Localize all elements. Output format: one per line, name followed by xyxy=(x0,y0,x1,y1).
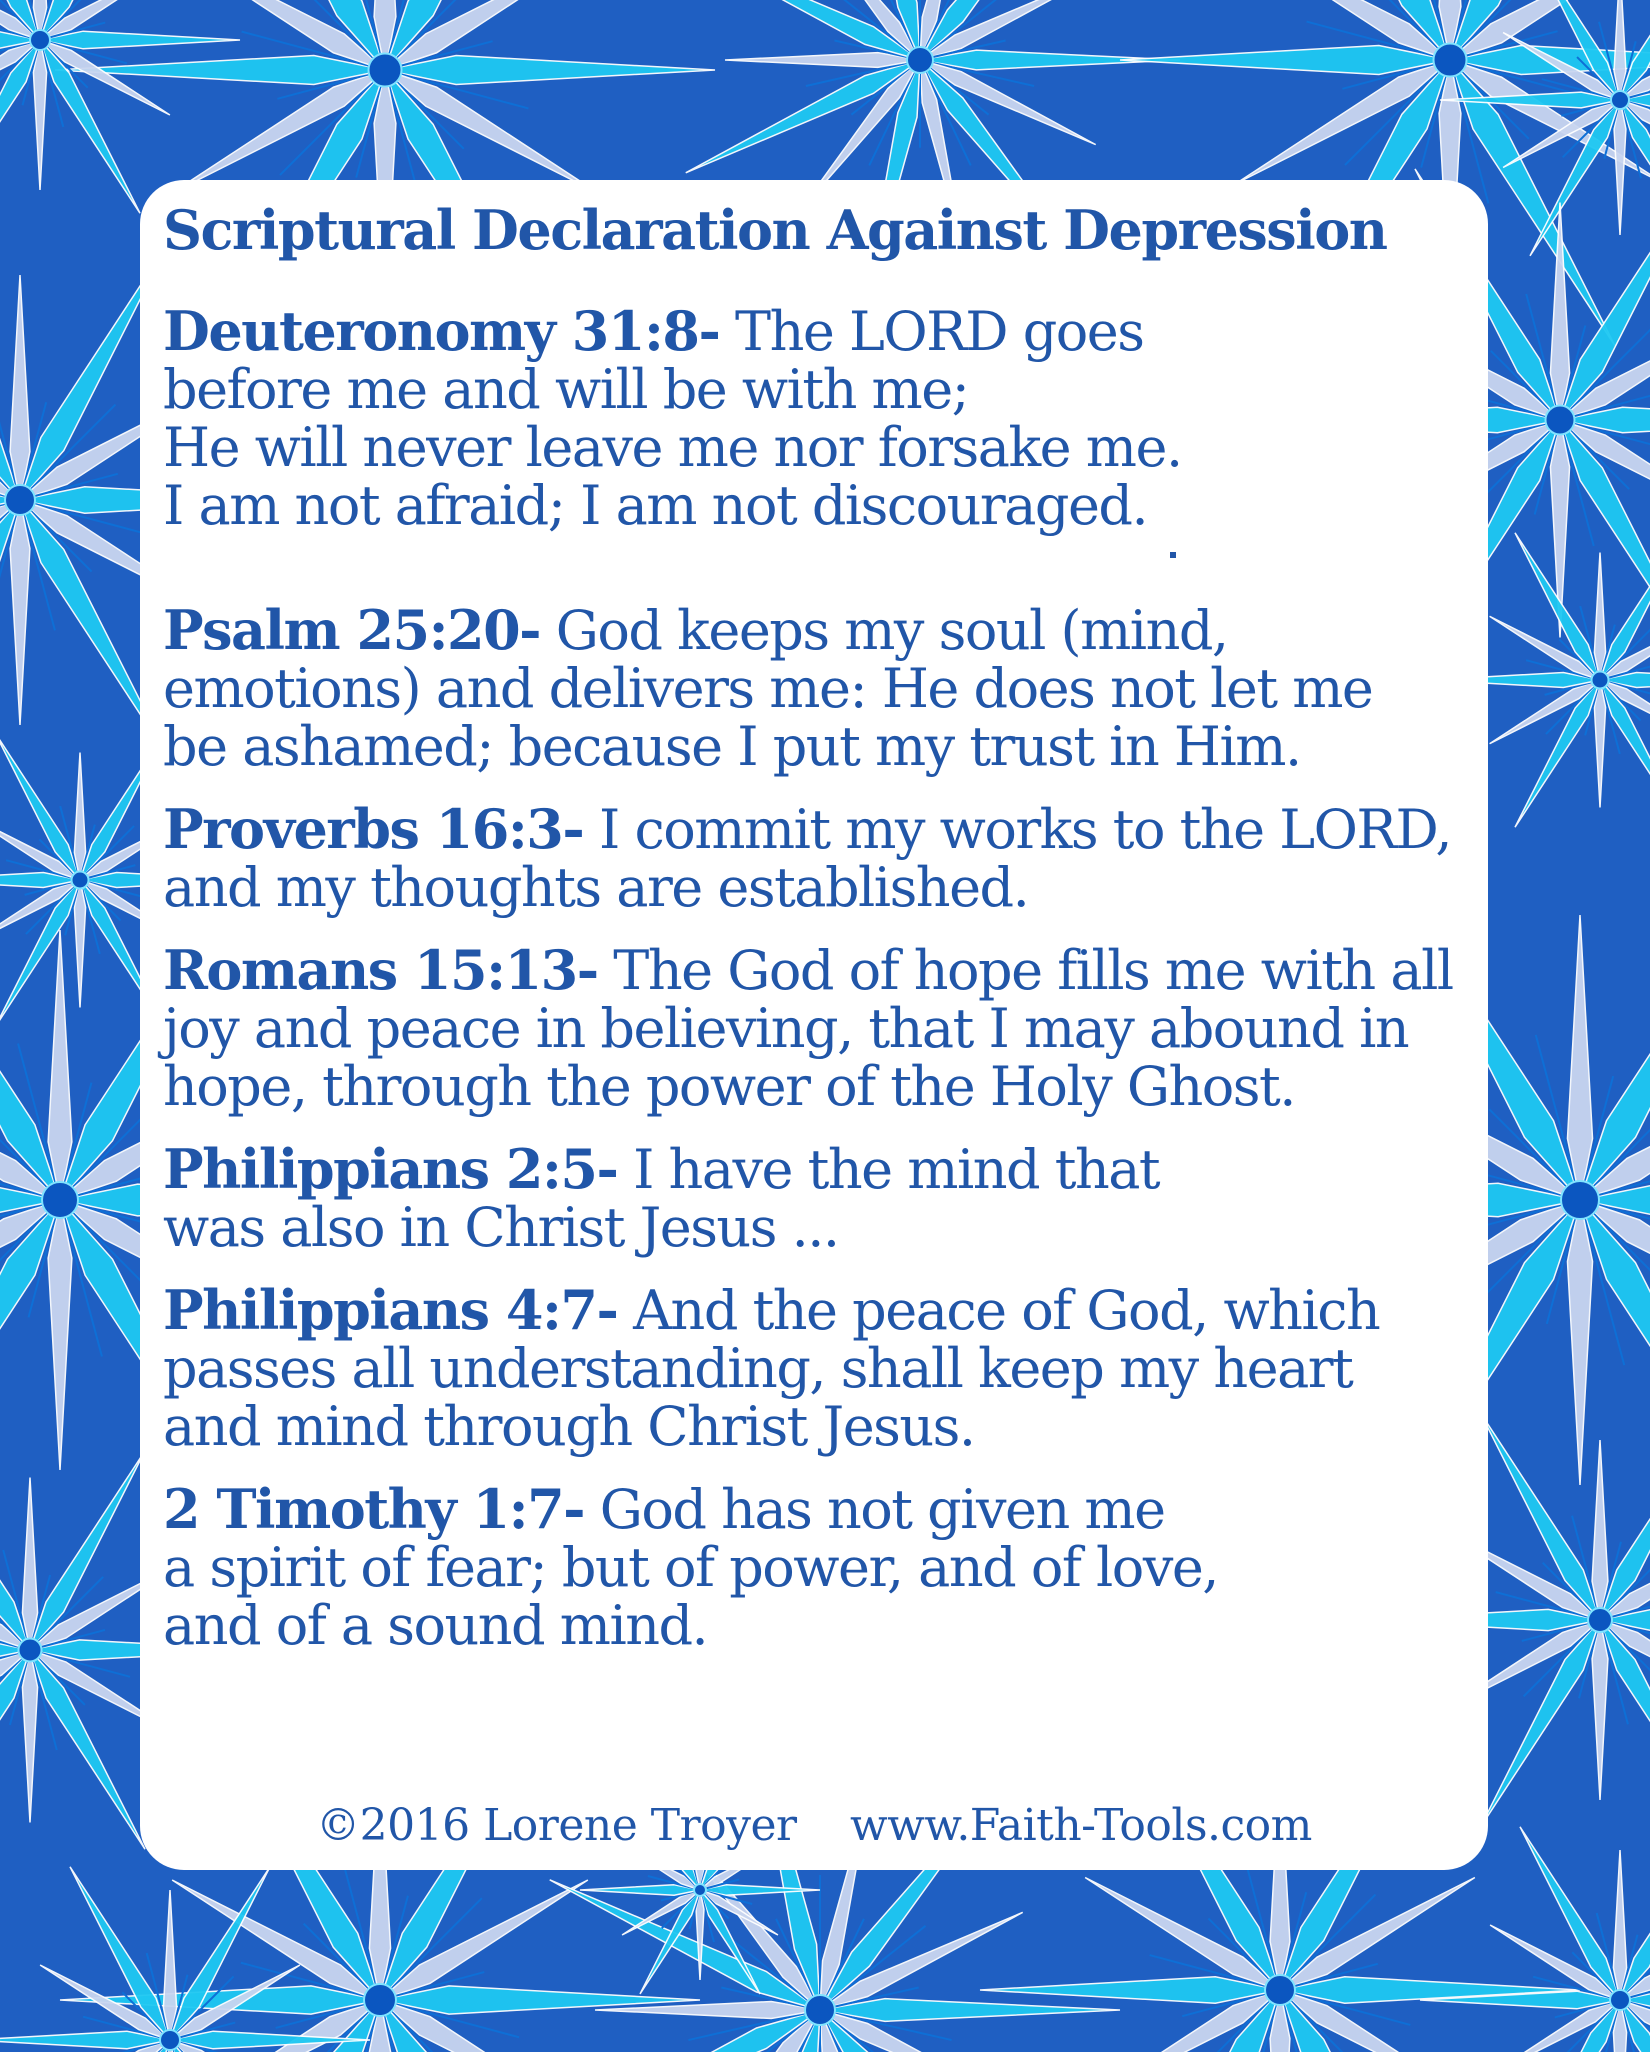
verse-text: be ashamed; because I put my trust in Him. xyxy=(163,715,1301,778)
verse-text: He will never leave me nor forsake me. xyxy=(163,416,1182,479)
verse-text: and mind through Christ Jesus. xyxy=(163,1395,975,1458)
verse-text: The LORD goes xyxy=(735,300,1144,363)
stray-dot xyxy=(1170,552,1176,558)
verse-text: And the peace of God, which xyxy=(633,1279,1380,1342)
verse-text: God keeps my soul (mind, xyxy=(555,599,1228,662)
verse-text: God has not given me xyxy=(599,1478,1165,1541)
verse-reference: Psalm 25:20- xyxy=(163,598,541,662)
verse-text: joy and peace in believing, that I may abound in xyxy=(163,997,1409,1060)
scripture-card xyxy=(140,180,1488,1870)
verse-timothy xyxy=(163,1477,1488,1657)
verse-reference: Proverbs 16:3- xyxy=(163,797,584,861)
verse-text: hope, through the power of the Holy Ghost. xyxy=(163,1055,1295,1118)
verse-text: was also in Christ Jesus ... xyxy=(163,1196,839,1259)
verse-reference: 2 Timothy 1:7- xyxy=(163,1477,585,1541)
verse-reference: Romans 15:13- xyxy=(163,938,598,1002)
website-link[interactable]: www.Faith-Tools.com xyxy=(850,1800,1312,1851)
footer xyxy=(140,1800,1488,1851)
verse-reference: Philippians 4:7- xyxy=(163,1278,618,1342)
verse-psalm xyxy=(163,598,1488,778)
verse-text: passes all understanding, shall keep my heart xyxy=(163,1337,1353,1400)
verse-reference: Deuteronomy 31:8- xyxy=(163,299,720,363)
verse-proverbs xyxy=(163,797,1488,919)
verse-text: I am not afraid; I am not discouraged. xyxy=(163,474,1148,537)
verse-romans xyxy=(163,938,1488,1118)
verse-text: The God of hope fills me with all xyxy=(613,939,1453,1002)
verse-philippians-2 xyxy=(163,1137,1488,1259)
page-title: Scriptural Declaration Against Depression xyxy=(163,198,1387,262)
verse-reference: Philippians 2:5- xyxy=(163,1137,618,1201)
verse-text: a spirit of fear; but of power, and of love, xyxy=(163,1536,1218,1599)
verse-text: emotions) and delivers me: He does not let me xyxy=(163,657,1373,720)
verse-text: I have the mind that xyxy=(633,1138,1160,1201)
copyright-text: ©2016 Lorene Troyer xyxy=(316,1800,797,1851)
verse-text: I commit my works to the LORD, xyxy=(598,798,1452,861)
verse-text: before me and will be with me; xyxy=(163,358,969,421)
verse-text: and of a sound mind. xyxy=(163,1594,708,1657)
verse-deuteronomy xyxy=(163,299,1488,537)
verse-philippians-4 xyxy=(163,1278,1488,1458)
verse-text: and my thoughts are established. xyxy=(163,856,1029,919)
